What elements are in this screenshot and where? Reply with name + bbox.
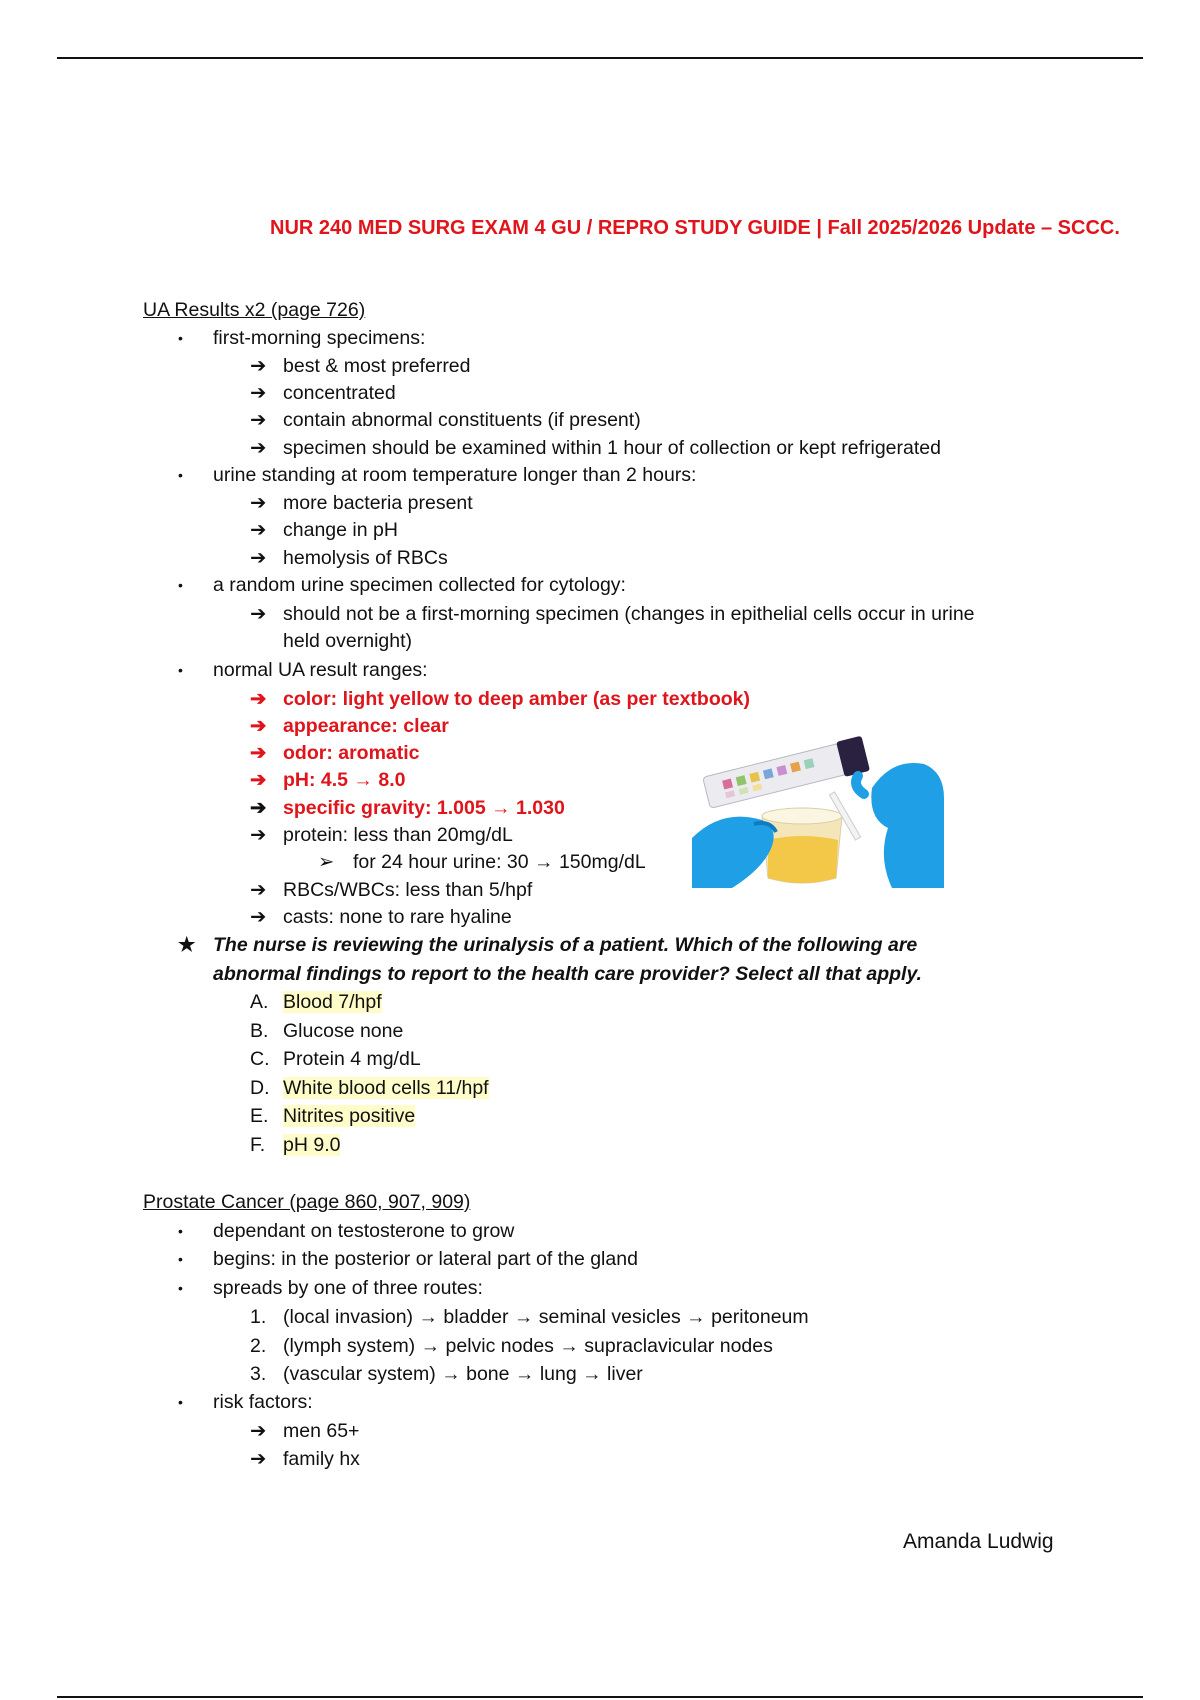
route-item: [250, 1304, 809, 1330]
option-c: [250, 1046, 421, 1072]
option-d: [250, 1075, 489, 1101]
arrow-icon: ➔: [250, 879, 267, 901]
arrow-item: [250, 490, 473, 516]
bullet-icon: •: [178, 577, 183, 593]
bullet-first-morning: [178, 325, 425, 352]
arrow-text: change in pH: [283, 519, 398, 541]
arrow-text: specimen should be examined within 1 hour of collection or kept refrigerated: [283, 437, 941, 459]
option-text: Protein 4 mg/dL: [283, 1048, 421, 1070]
arrow-icon: ➔: [250, 355, 267, 377]
bullet-text: dependant on testosterone to grow: [213, 1220, 515, 1242]
author-name: Amanda Ludwig: [903, 1530, 1054, 1553]
range-text: protein: less than 20mg/dL: [283, 824, 513, 846]
route-item: [250, 1361, 643, 1387]
range-specific-gravity: [250, 795, 565, 821]
arrow-item: [250, 601, 975, 627]
option-e: [250, 1103, 415, 1129]
bottom-rule: [57, 1696, 1143, 1698]
range-text: specific gravity: 1.005 → 1.030: [283, 797, 565, 819]
route-number: 3.: [250, 1363, 267, 1385]
arrow-icon: ➔: [250, 742, 267, 764]
option-letter: A.: [250, 991, 269, 1013]
arrow-item: [250, 380, 396, 406]
option-text: White blood cells 11/hpf: [283, 1077, 489, 1099]
option-letter: E.: [250, 1105, 269, 1127]
top-rule: [57, 57, 1143, 59]
bullet-spreads: [178, 1275, 483, 1302]
arrow-icon: ➔: [250, 382, 267, 404]
arrow-item: [250, 407, 641, 433]
route-text: (vascular system) → bone → lung → liver: [283, 1363, 643, 1385]
question-line-1: [178, 932, 917, 958]
option-b: [250, 1018, 403, 1044]
arrow-item: [250, 1446, 360, 1472]
arrow-text: men 65+: [283, 1420, 360, 1442]
arrow-item: [250, 1418, 359, 1444]
bullet-random: [178, 572, 626, 599]
arrow-icon: ➔: [250, 437, 267, 459]
range-text: appearance: clear: [283, 715, 449, 737]
bullet-icon: •: [178, 662, 183, 678]
range-text: for 24 hour urine: 30 → 150mg/dL: [353, 851, 646, 873]
option-a: [250, 989, 382, 1015]
arrow-text: more bacteria present: [283, 492, 473, 514]
arrow-icon: ➔: [250, 492, 267, 514]
bullet-icon: •: [178, 467, 183, 483]
arrow-icon: ➔: [250, 1420, 267, 1442]
bullet-icon: •: [178, 1280, 183, 1296]
arrow-text: hemolysis of RBCs: [283, 547, 448, 569]
arrow-text: best & most preferred: [283, 355, 471, 377]
prostate-heading: Prostate Cancer (page 860, 907, 909): [143, 1191, 471, 1213]
arrow-icon: ➔: [250, 824, 267, 846]
bullet-icon: •: [178, 1251, 183, 1267]
range-protein: [250, 822, 513, 848]
document-title: NUR 240 MED SURG EXAM 4 GU / REPRO STUDY GUIDE | Fall 2025/2026 Update – SCCC.: [270, 217, 1120, 239]
bullet-text: spreads by one of three routes:: [213, 1277, 483, 1299]
range-color: [250, 686, 750, 712]
arrow-text: contain abnormal constituents (if present): [283, 409, 641, 431]
bullet-icon: •: [178, 330, 183, 346]
option-letter: D.: [250, 1077, 270, 1099]
option-letter: B.: [250, 1020, 269, 1042]
arrow-icon: ➔: [250, 1448, 267, 1470]
star-icon: ★: [178, 934, 196, 956]
range-text: color: light yellow to deep amber (as per textbook): [283, 688, 750, 710]
arrow-icon: ➔: [250, 409, 267, 431]
bullet-icon: •: [178, 1223, 183, 1239]
arrow-item: [250, 517, 398, 543]
bullet-text: urine standing at room temperature longer than 2 hours:: [213, 464, 697, 486]
option-letter: F.: [250, 1134, 266, 1156]
option-letter: C.: [250, 1048, 270, 1070]
arrow-icon: ➔: [250, 519, 267, 541]
arrow-icon: ➔: [250, 547, 267, 569]
range-text: casts: none to rare hyaline: [283, 906, 512, 928]
bullet-text: risk factors:: [213, 1391, 313, 1413]
range-casts: [250, 904, 512, 930]
route-number: 1.: [250, 1306, 267, 1328]
urinalysis-photo: [692, 728, 944, 888]
route-text: (lymph system) → pelvic nodes → supraclavicular nodes: [283, 1335, 773, 1357]
option-f: [250, 1132, 340, 1158]
route-text: (local invasion) → bladder → seminal vesicles → peritoneum: [283, 1306, 809, 1328]
sub-arrow-icon: ➢: [318, 851, 335, 873]
range-text: odor: aromatic: [283, 742, 420, 764]
range-odor: [250, 740, 420, 766]
bullet-text: first-morning specimens:: [213, 327, 426, 349]
arrow-item: [250, 353, 471, 379]
option-text: Glucose none: [283, 1020, 404, 1042]
bullet-risk-factors: [178, 1389, 313, 1416]
range-24h-urine: [318, 849, 646, 875]
arrow-text-continued: held overnight): [283, 630, 412, 652]
range-text: RBCs/WBCs: less than 5/hpf: [283, 879, 533, 901]
bullet-icon: •: [178, 1394, 183, 1410]
arrow-icon: ➔: [250, 769, 267, 791]
bullet-standing: [178, 462, 696, 489]
option-text: Blood 7/hpf: [283, 991, 382, 1013]
arrow-text: concentrated: [283, 382, 396, 404]
bullet-normal: [178, 657, 428, 684]
bullet-testosterone: [178, 1218, 514, 1245]
arrow-item: [250, 545, 448, 571]
bullet-text: a random urine specimen collected for cytology:: [213, 574, 626, 596]
arrow-icon: ➔: [250, 715, 267, 737]
arrow-icon: ➔: [250, 797, 267, 819]
arrow-text: family hx: [283, 1448, 360, 1470]
bullet-begins: [178, 1246, 638, 1273]
arrow-icon: ➔: [250, 603, 267, 625]
range-rbc-wbc: [250, 877, 532, 903]
ua-heading: UA Results x2 (page 726): [143, 299, 366, 321]
option-text: pH 9.0: [283, 1134, 341, 1156]
bullet-text: begins: in the posterior or lateral part of the gland: [213, 1248, 638, 1270]
arrow-icon: ➔: [250, 688, 267, 710]
arrow-text: should not be a first-morning specimen (changes in epithelial cells occur in urine: [283, 603, 975, 625]
route-number: 2.: [250, 1335, 267, 1357]
arrow-icon: ➔: [250, 906, 267, 928]
question-line-2: abnormal findings to report to the health care provider? Select all that apply.: [213, 963, 922, 985]
range-text: pH: 4.5 → 8.0: [283, 769, 406, 791]
range-appearance: [250, 713, 449, 739]
bullet-text: normal UA result ranges:: [213, 659, 428, 681]
route-item: [250, 1333, 773, 1359]
option-text: Nitrites positive: [283, 1105, 416, 1127]
arrow-item: [250, 435, 941, 461]
range-ph: [250, 767, 405, 793]
question-text: The nurse is reviewing the urinalysis of a patient. Which of the following are: [213, 934, 918, 956]
